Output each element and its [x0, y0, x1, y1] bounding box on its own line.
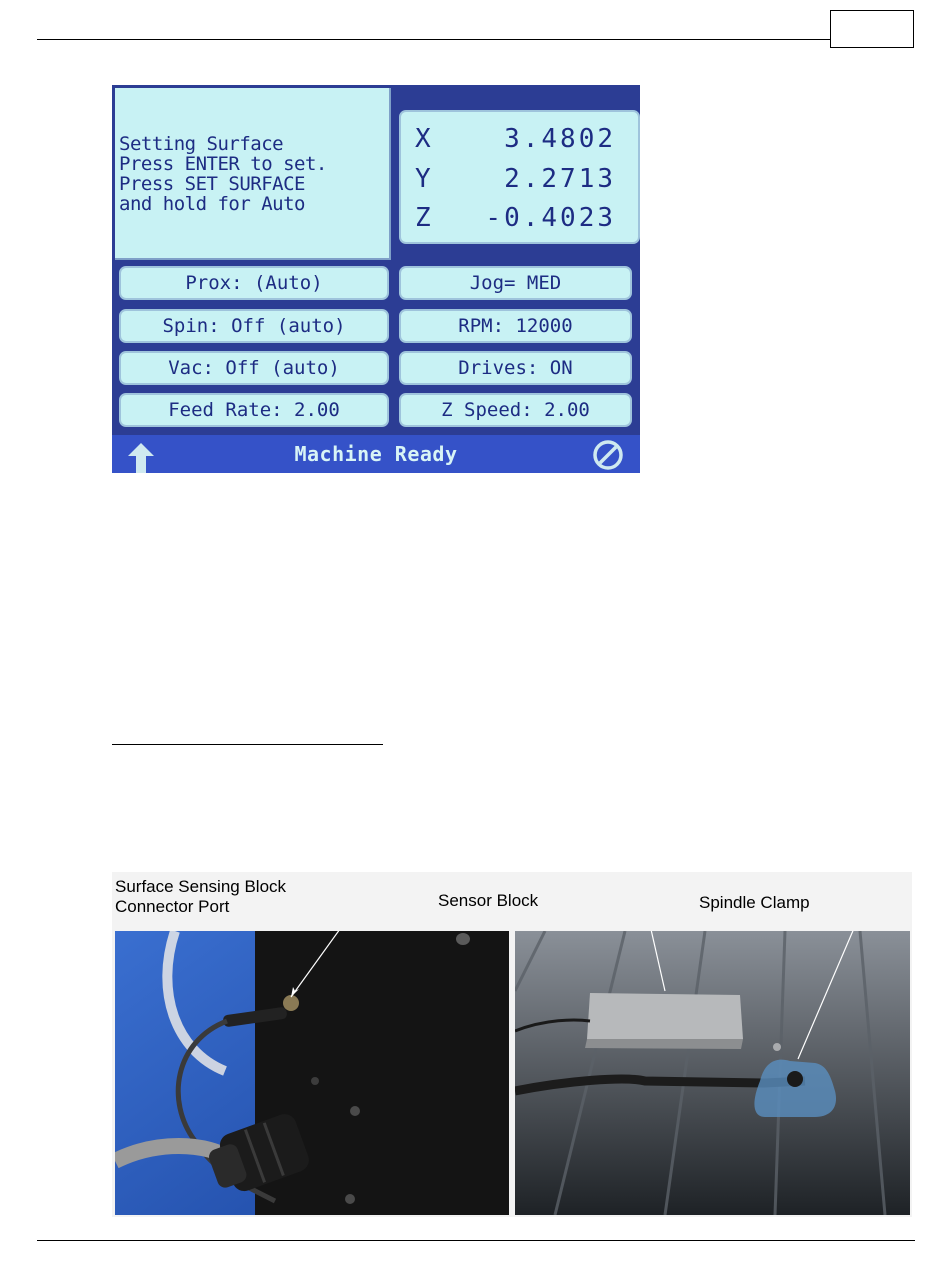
sensor-block-photo — [515, 931, 910, 1215]
axis-label: Y — [415, 164, 431, 194]
z-speed-button[interactable]: Z Speed: 2.00 — [399, 393, 632, 427]
footer-rule — [37, 1240, 915, 1241]
drives-button[interactable]: Drives: ON — [399, 351, 632, 385]
message-panel — [115, 88, 391, 260]
prox-button[interactable]: Prox: (Auto) — [119, 266, 389, 300]
cancel-icon[interactable] — [592, 439, 624, 471]
axis-value: 3.4802 — [504, 124, 616, 154]
section-underline — [112, 744, 383, 745]
lcd-screen — [112, 85, 640, 473]
status-bar — [112, 435, 640, 473]
x-coordinate-row — [401, 124, 638, 164]
connector-photo-art — [115, 931, 509, 1215]
page-number-box — [830, 10, 914, 48]
status-text: Machine Ready — [294, 442, 458, 466]
feed-rate-button[interactable]: Feed Rate: 2.00 — [119, 393, 389, 427]
spindle-clamp-label: Spindle Clamp — [699, 893, 810, 912]
y-coordinate-row — [401, 164, 638, 204]
message-text: Setting Surface Press ENTER to set. Press SET SURFACE and hold for Auto — [119, 133, 327, 215]
sensor-block-label: Sensor Block — [438, 891, 539, 910]
vac-button[interactable]: Vac: Off (auto) — [119, 351, 389, 385]
axis-value: 2.2713 — [504, 164, 616, 194]
axis-label: Z — [415, 203, 431, 233]
axis-label: X — [415, 124, 431, 154]
sensor-photo-art — [515, 931, 910, 1215]
annotated-photo-figure — [112, 872, 912, 1217]
rpm-button[interactable]: RPM: 12000 — [399, 309, 632, 343]
jog-button[interactable]: Jog= MED — [399, 266, 632, 300]
connector-port-label: Surface Sensing Block Connector Port — [115, 877, 287, 916]
axis-value: -0.4023 — [485, 203, 616, 233]
z-coordinate-row — [401, 203, 638, 243]
coordinate-readout — [399, 110, 640, 244]
header-rule — [37, 39, 831, 40]
spin-button[interactable]: Spin: Off (auto) — [119, 309, 389, 343]
connector-port-photo — [115, 931, 509, 1215]
